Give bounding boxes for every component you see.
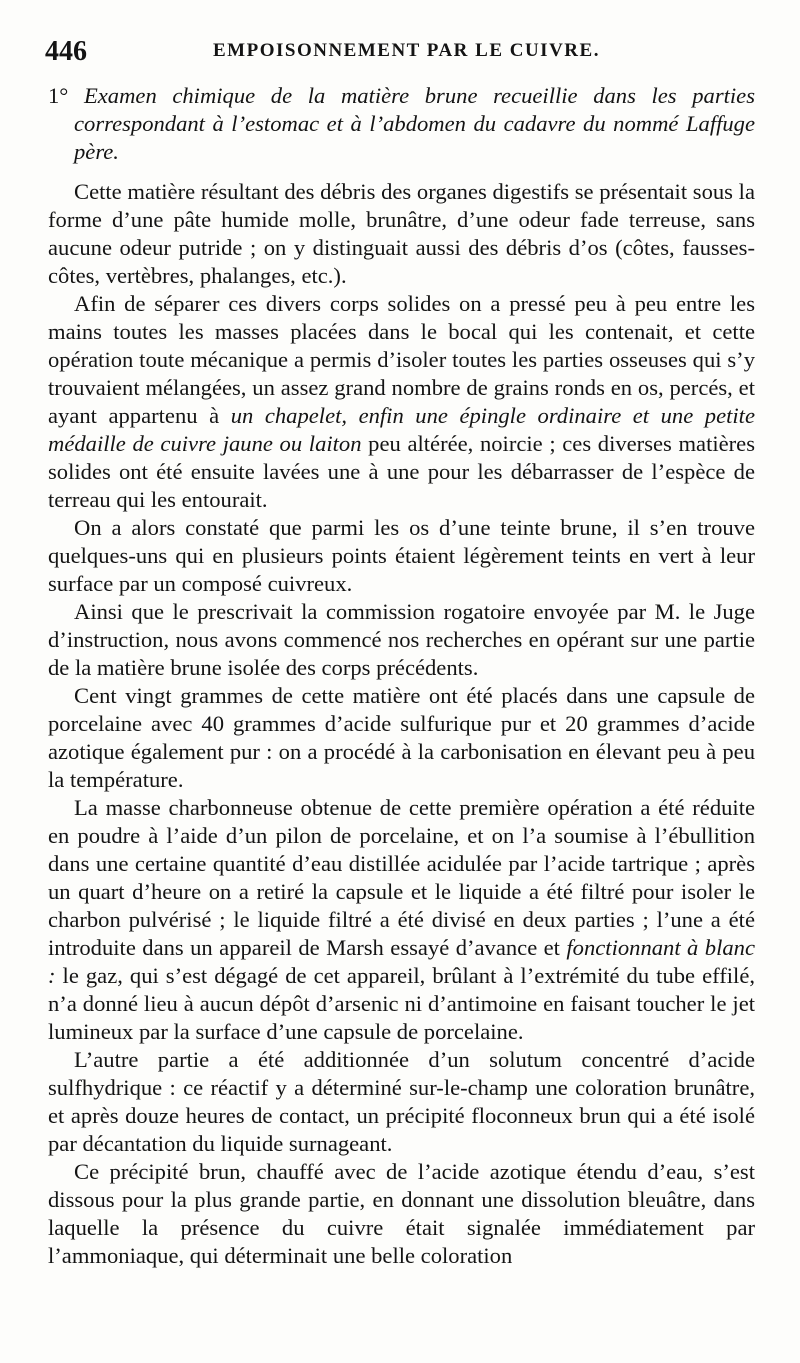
paragraph-6-text-a: La masse charbonneuse obtenue de cette première opération a été réduite en poudre à l’aide d’un pilon de porcelaine, et on l’a soumise à l’ébullition dans une certaine quantité d’eau distillée acidulée par l’acide tartrique ; après un quart d’heure on a retiré la capsule et le liquide a été filtré pour isoler le charbon pulvérisé ; le liquide filtré a été divisé en deux parties ; l’une a été introduite dans un appareil de Marsh essayé d’avance et [48, 795, 755, 960]
paragraph-2 [48, 290, 755, 514]
paragraph-2-text-b: peu altérée, noircie ; ces diverses matières solides ont été ensuite lavées une à une pour les débarrasser de l’espèce de terreau qui les entourait. [48, 431, 755, 512]
paragraph-7: L’autre partie a été additionnée d’un solutum concentré d’acide sulfhydrique : ce réactif y a déterminé sur-le-champ une coloration brunâtre, et après douze heures de contact, un précipité floconneux brun qui a été isolé par décantation du liquide surnageant. [48, 1047, 755, 1156]
paragraph-2-italic: un chapelet, enfin une épingle ordinaire et une petite médaille de cuivre jaune ou laiton [48, 403, 755, 456]
paragraph-4: Ainsi que le prescrivait la commission rogatoire envoyée par M. le Juge d’instruction, nous avons commencé nos recherches en opérant sur une partie de la matière brune isolée des corps précédents. [48, 599, 755, 680]
paragraph-5: Cent vingt grammes de cette matière ont été placés dans une capsule de porcelaine avec 40 grammes d’acide sulfurique pur et 20 grammes d’acide azotique également pur : on a procédé à la carbonisation en élevant peu à peu la température. [48, 683, 755, 792]
paragraph-8: Ce précipité brun, chauffé avec de l’acide azotique étendu d’eau, s’est dissous pour la plus grande partie, en donnant une dissolution bleuâtre, dans laquelle la présence du cuivre était signalée immédiatement par l’ammoniaque, qui déterminait une belle coloration [48, 1159, 755, 1268]
running-title: EMPOISONNEMENT PAR LE CUIVRE. [213, 40, 600, 61]
paragraph-6 [48, 794, 755, 1046]
page-body [48, 82, 755, 1270]
section-title: Examen chimique de la matière brune recueillie dans les parties correspondant à l’estomac et à l’abdomen du cadavre du nommé Laffuge père. [74, 83, 755, 164]
section-number: 1° [48, 83, 69, 108]
paragraph-6-italic: fonctionnant à blanc : [48, 935, 755, 988]
paragraph-6-text-b: le gaz, qui s’est dégagé de cet appareil, brûlant à l’extrémité du tube effilé, n’a donné lieu à aucun dépôt d’arsenic ni d’antimoine en faisant toucher le jet lumineux par la surface d’une capsule de porcelaine. [48, 963, 755, 1044]
section-heading [48, 82, 755, 166]
page-number: 446 [45, 36, 87, 67]
page-header [45, 30, 760, 70]
paragraph-1: Cette matière résultant des débris des organes digestifs se présentait sous la forme d’une pâte humide molle, brunâtre, d’une odeur fade terreuse, sans aucune odeur putride ; on y distinguait aussi des débris d’os (côtes, fausses-côtes, vertèbres, phalanges, etc.). [48, 179, 755, 288]
paragraph-3: On a alors constaté que parmi les os d’une teinte brune, il s’en trouve quelques-uns qui en plusieurs points étaient légèrement teints en vert à leur surface par un composé cuivreux. [48, 515, 755, 596]
paragraph-2-text-a: Afin de séparer ces divers corps solides on a pressé peu à peu entre les mains toutes les masses placées dans le bocal qui les contenait, et cette opération toute mécanique a permis d’isoler toutes les parties osseuses qui s’y trouvaient mélangées, un assez grand nombre de grains ronds en os, percés, et ayant appartenu à [48, 291, 755, 428]
